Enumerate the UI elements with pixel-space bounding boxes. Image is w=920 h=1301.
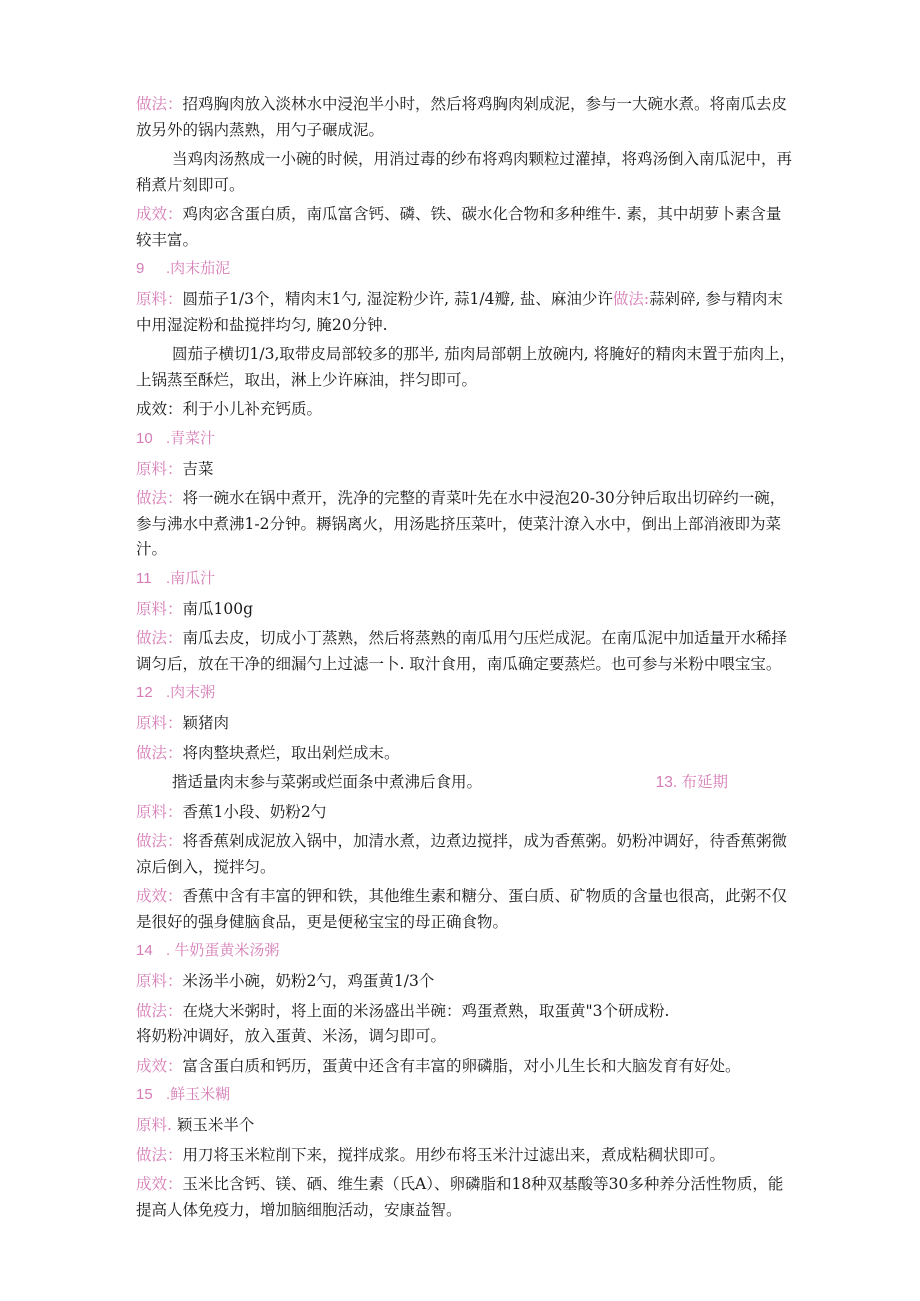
ingredients-label: 原料：: [136, 714, 183, 732]
recipe-10-heading: [136, 427, 796, 451]
recipe-number: 15: [136, 1086, 153, 1103]
effect-paragraph: [136, 884, 796, 935]
recipe-number: 11: [136, 569, 152, 587]
method-text: 将一碗水在锅中煮开，洗净的完整的青菜叶先在水中浸泡20-30分钟后取出切碎约一碗，参与沸水中煮沸1-2分钟。耨锅离火，用汤匙挤压菜叶，使菜汁潦入水中，倒出上部消液即为菜汁。: [136, 489, 786, 558]
method-text: 招鸡胸肉放入淡林水中浸泡半小时，然后将鸡胸肉剁成泥，参与一大碗水煮。将南瓜去皮放另外的锅内蒸熟，用勺子碾成泥。: [136, 95, 788, 139]
ingredients-label: 原料.: [136, 1116, 172, 1134]
effect-text: 玉米比含钙、镁、硒、维生素（氏A）、卵磷脂和18种双基酸等30多种养分活性物质，能提高人体免疫力，增加脑细胞活动，安康益智。: [136, 1175, 784, 1219]
recipe-11-heading: [136, 567, 796, 591]
ingredients-paragraph: [136, 1113, 796, 1139]
ingredients-label: 原料：: [136, 972, 183, 990]
recipe-number: 9: [136, 260, 145, 277]
recipe-number: 14: [136, 942, 153, 959]
recipe-title: .南瓜汁: [166, 569, 216, 587]
method-label: 做法:: [612, 290, 650, 308]
ingredients-text: 吉菜: [182, 459, 214, 478]
ingredients-text: 南瓜100g: [182, 599, 254, 618]
effect-paragraph: [136, 1172, 796, 1223]
ingredients-label: 原料：: [136, 599, 183, 618]
ingredients-paragraph: [136, 969, 796, 995]
recipe-12-heading: [136, 681, 796, 705]
recipe-number: 10: [136, 429, 153, 447]
recipe-14-heading: [136, 939, 796, 963]
effect-text: 香蕉中含有丰富的钾和铁，其他维生素和糖分、蛋白质、矿物质的含量也很高，此粥不仅是很好的强身健脑食品，更是便秘宝宝的母正确食物。: [136, 887, 788, 931]
method-paragraph: [136, 1143, 796, 1169]
method-label: 做法：: [136, 489, 183, 507]
method-label: 做法：: [136, 629, 183, 647]
method-text: 将香蕉剁成泥放入锅中，加清水煮，边煮边搅拌，成为香蕉粥。奶粉冲调好，待香蕉粥微凉后倒入，搅拌匀。: [136, 832, 788, 876]
ingredients-label: 原料：: [136, 290, 183, 308]
method-label: 做法：: [136, 95, 183, 113]
method-paragraph: [136, 829, 796, 880]
ingredients-label: 原料：: [136, 802, 183, 821]
effect-label: 成效：: [136, 1175, 183, 1193]
ingredients-paragraph: [136, 711, 796, 737]
recipe-title: .肉末粥: [166, 684, 216, 701]
step-text: 揩适量肉末参与菜粥或烂面条中煮沸后食用。: [172, 773, 483, 791]
recipe-title: .青菜汁: [166, 429, 216, 447]
ingredients-text: 颖玉米半个: [171, 1116, 255, 1134]
method-text: 在烧大米粥时，将上面的米汤盛出半碗：鸡蛋煮熟，取蛋黄"3个研成粉.: [182, 1001, 670, 1020]
ingredients-paragraph: [136, 287, 796, 338]
recipe-13-heading: 13. 布延期: [655, 774, 728, 791]
effect-label: 成效：: [136, 205, 183, 223]
method-label: 做法：: [136, 743, 183, 762]
ingredients-text: 圆茄子1/3个，精肉末1勺, 湿淀粉少许, 蒜1/4瓣, 盐、麻油少许: [182, 290, 613, 308]
ingredients-paragraph: [136, 800, 796, 826]
method-paragraph: [136, 626, 796, 677]
method-text: 用刀将玉米粒削下来，搅拌成浆。用纱布将玉米汁过滤出来，煮成粘稠状即可。: [182, 1145, 726, 1164]
ingredients-text: 颖猪肉: [182, 714, 230, 732]
recipe-15-heading: [136, 1083, 796, 1107]
method-continuation: 将奶粉冲调好，放入蛋黄、米汤，调匀即可。: [136, 1027, 447, 1045]
document-page: [136, 92, 796, 1227]
effect-label: 成效：: [136, 1056, 183, 1075]
method-paragraph: [136, 999, 796, 1025]
recipe-9-heading: [136, 257, 796, 281]
method-paragraph: [136, 741, 796, 767]
effect-label: 成效：: [136, 887, 183, 905]
ingredients-text: 香蕉1小段、奶粉2勺: [182, 802, 327, 821]
ingredients-label: 原料：: [136, 459, 183, 478]
method-label: 做法：: [136, 832, 183, 850]
effect-text: 富含蛋白质和钙历，蛋黄中还含有丰富的卵磷脂，对小儿生长和大脑发育有好处。: [182, 1056, 741, 1075]
step-paragraph: 圆茄子横切1/3,取带皮局部较多的那半, 茄肉局部朝上放碗内, 将腌好的精肉末置于茄肉上，上锅蒸至酥烂，取出，淋上少许麻油，拌匀即可。: [136, 345, 796, 389]
ingredients-paragraph: [136, 457, 796, 483]
method-text: 南瓜去皮，切成小丁蒸熟，然后将蒸熟的南瓜用勺压烂成泥。在南瓜泥中加适量开水稀择调匀后，放在干净的细漏勺上过滤一卜. 取汁食用，南瓜确定要蒸烂。也可参与米粉中喂宝宝。: [136, 629, 788, 673]
effect-paragraph: 成效：利于小儿补充钙质。: [136, 400, 323, 418]
step-paragraph: 当鸡肉汤熬成一小碗的时候，用消过毒的纱布将鸡肉颗粒过灌掉，将鸡汤倒入南瓜泥中，再稍煮片刻即可。: [136, 150, 793, 194]
step-paragraph: [136, 770, 796, 796]
ingredients-text: 米汤半小碗，奶粉2勺，鸡蛋黄1/3个: [182, 972, 435, 990]
recipe-title: . 牛奶蛋黄米汤粥: [166, 942, 280, 959]
recipe-number: 12: [136, 684, 153, 701]
method-label: 做法：: [136, 1001, 183, 1020]
effect-paragraph: [136, 202, 796, 253]
method-text: 蒜剁碎, 参与精肉末中用湿淀粉和盐搅拌均匀, 腌20分钟.: [136, 290, 783, 334]
effect-text: 鸡肉宓含蛋白质，南瓜富含钙、磷、铁、碳水化合物和多种维牛. 素，其中胡萝卜素含量较丰富。: [136, 205, 782, 249]
method-paragraph: [136, 486, 796, 563]
effect-paragraph: [136, 1054, 796, 1080]
method-text: 将肉整块煮烂，取出剁烂成末。: [182, 743, 400, 762]
method-paragraph: [136, 92, 796, 143]
recipe-title: .肉末茄泥: [166, 260, 231, 277]
recipe-title: .鲜玉米糊: [166, 1086, 231, 1103]
method-label: 做法：: [136, 1145, 183, 1164]
ingredients-paragraph: [136, 597, 796, 623]
